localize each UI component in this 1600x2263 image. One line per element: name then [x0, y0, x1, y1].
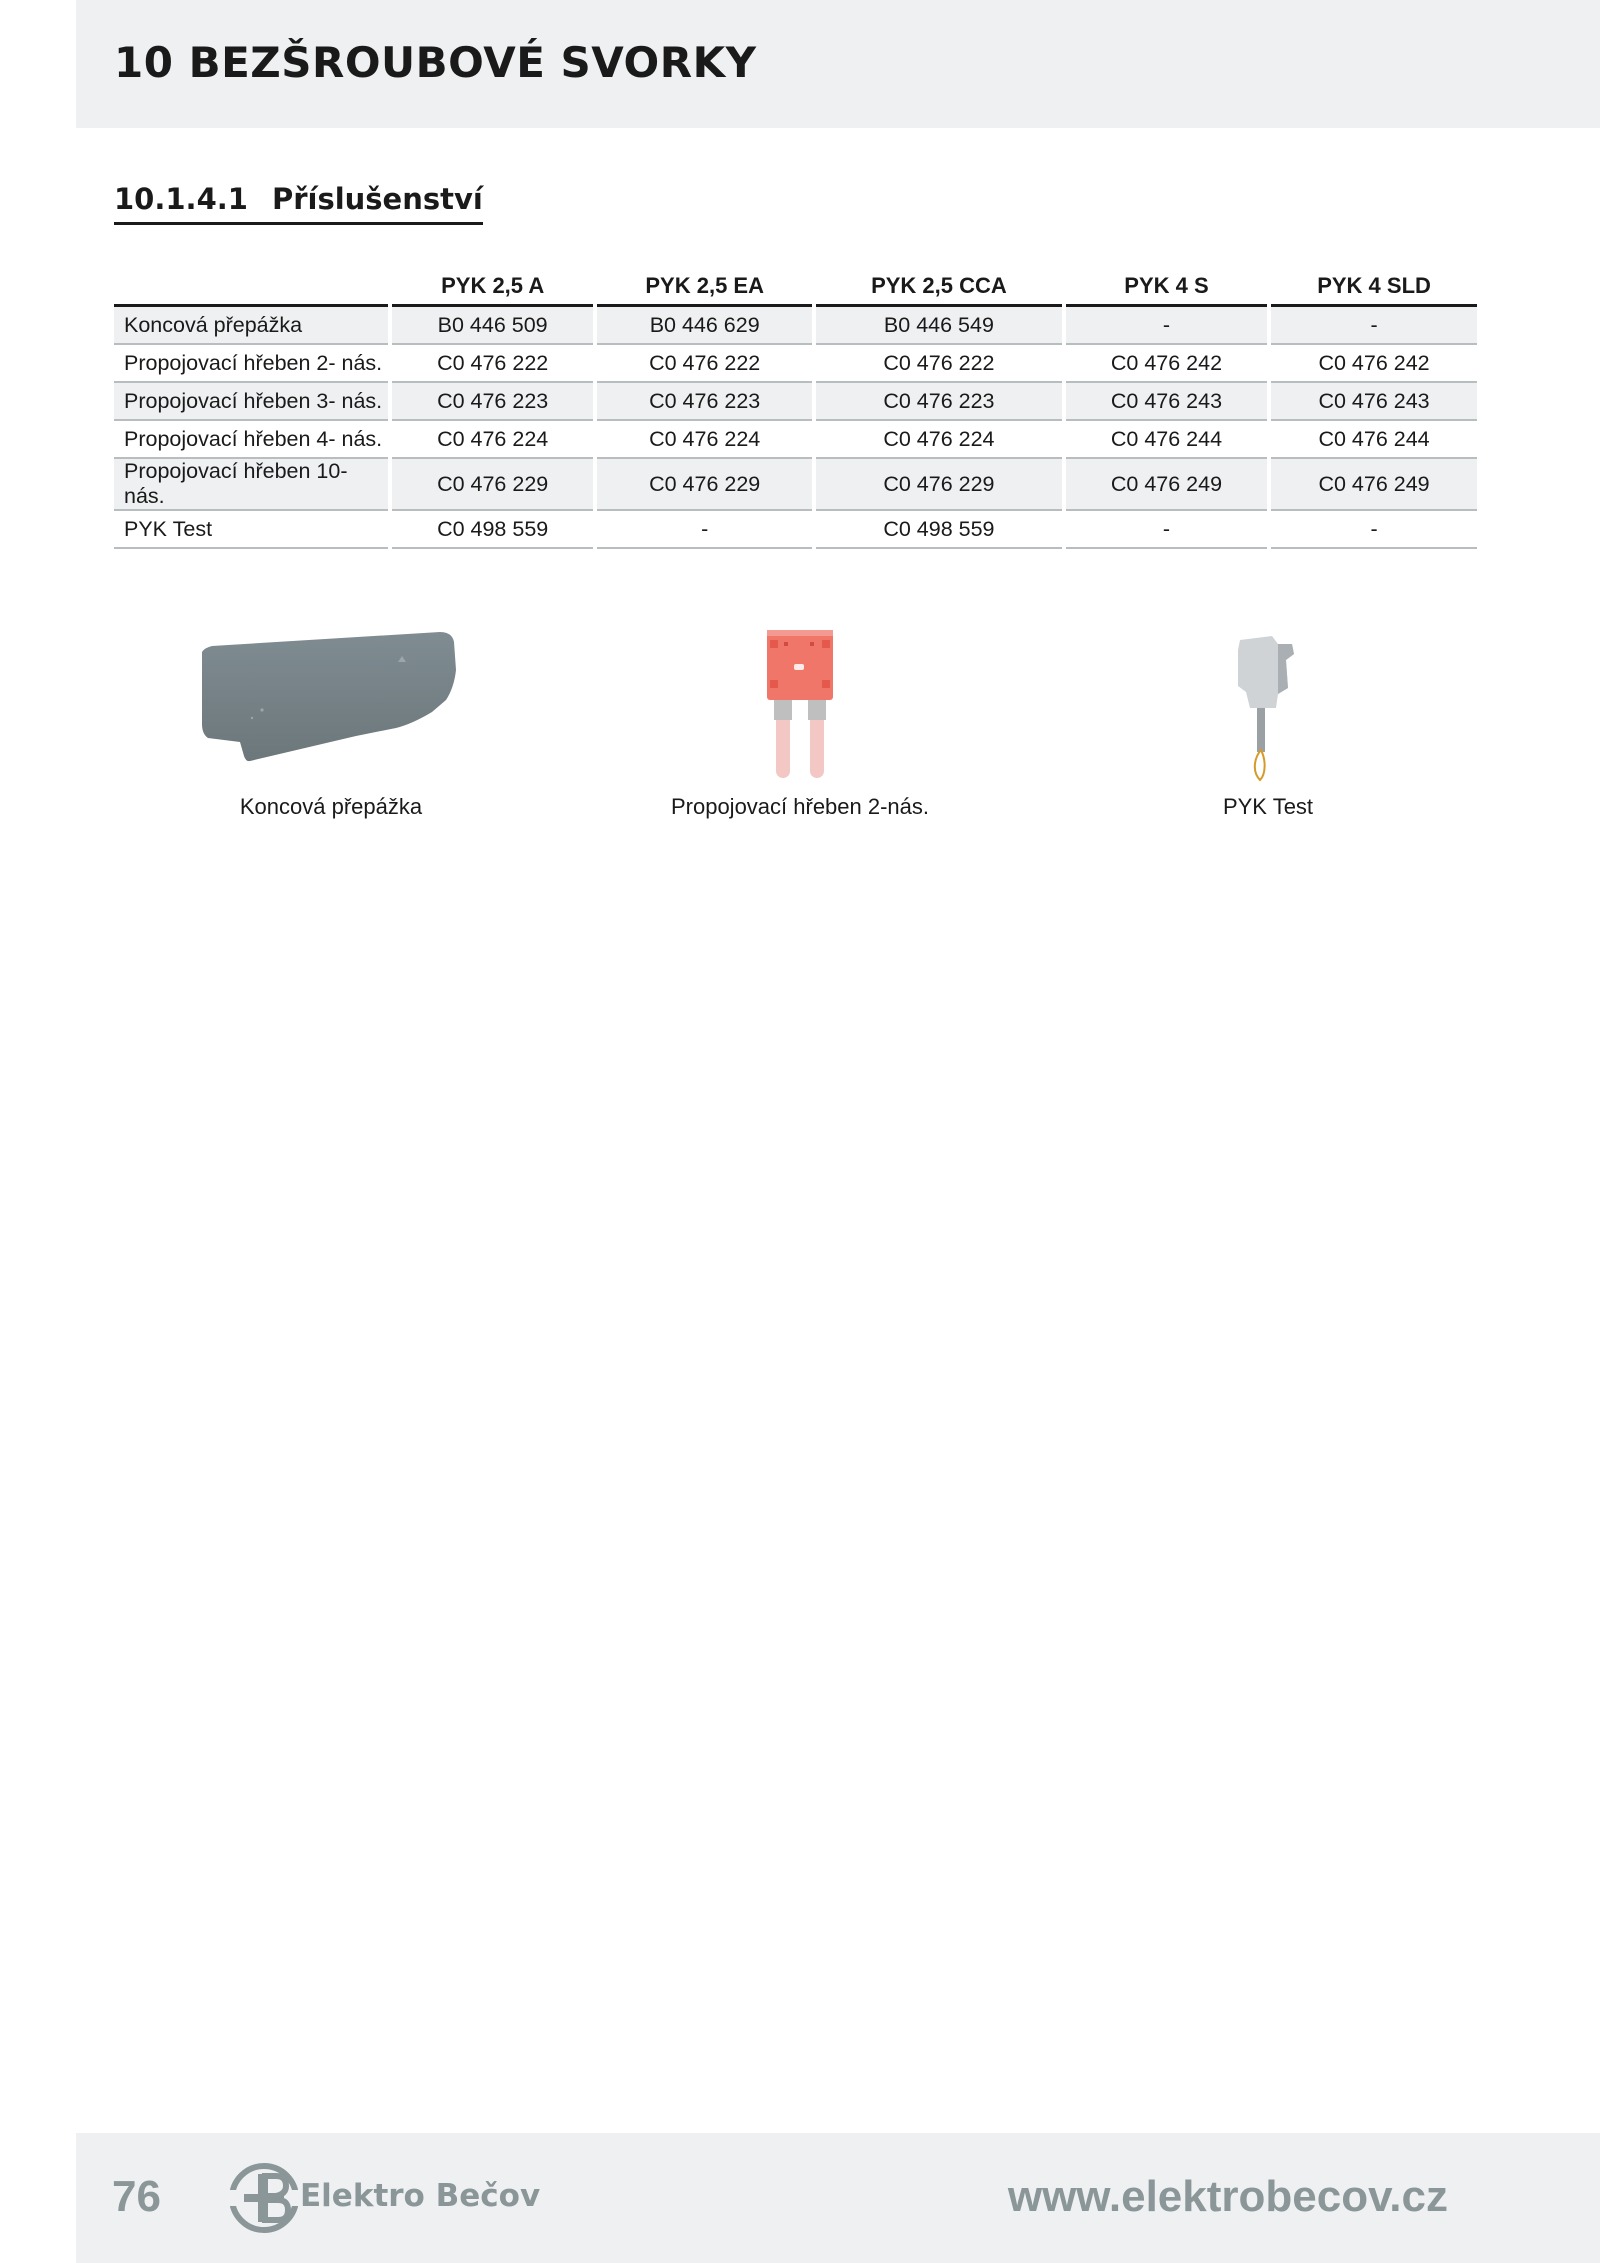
table-cell: C0 476 243 [1271, 383, 1477, 421]
column-header: PYK 2,5 CCA [816, 268, 1062, 307]
table-cell: C0 476 222 [597, 345, 812, 383]
product-caption: Propojovací hřeben 2-nás. [670, 794, 930, 819]
table-cell: - [1271, 511, 1477, 549]
table-cell: C0 476 224 [392, 421, 593, 459]
table-cell: C0 476 243 [1066, 383, 1267, 421]
table-cell: C0 476 229 [816, 459, 1062, 511]
table-cell: C0 498 559 [816, 511, 1062, 549]
table-cell: C0 476 242 [1066, 345, 1267, 383]
accessories-table [110, 268, 1481, 549]
row-label: Propojovací hřeben 3- nás. [114, 383, 388, 421]
table-cell: C0 476 222 [392, 345, 593, 383]
row-label: Koncová přepážka [114, 307, 388, 345]
test-plug-image [1232, 634, 1316, 790]
table-cell: C0 476 224 [816, 421, 1062, 459]
table-cell: B0 446 629 [597, 307, 812, 345]
table-cell: C0 476 249 [1066, 459, 1267, 511]
table-cell: C0 476 242 [1271, 345, 1477, 383]
column-header: PYK 2,5 A [392, 268, 593, 307]
table-cell: B0 446 549 [816, 307, 1062, 345]
chapter-title: 10 BEZŠROUBOVÉ SVORKY [114, 38, 757, 87]
table-cell: C0 498 559 [392, 511, 593, 549]
row-label: PYK Test [114, 511, 388, 549]
row-label: Propojovací hřeben 2- nás. [114, 345, 388, 383]
table-cell: C0 476 223 [816, 383, 1062, 421]
table-header-corner [114, 268, 388, 307]
table-header-row [114, 268, 1477, 307]
table-row [114, 421, 1477, 459]
table-cell: C0 476 223 [392, 383, 593, 421]
table-row [114, 459, 1477, 511]
table-cell: C0 476 229 [597, 459, 812, 511]
product-caption: PYK Test [1222, 794, 1314, 819]
table-cell: C0 476 244 [1271, 421, 1477, 459]
brand-name: Elektro Bečov [300, 2178, 541, 2214]
column-header: PYK 4 S [1066, 268, 1267, 307]
section-name: Příslušenství [271, 182, 483, 216]
row-label: Propojovací hřeben 10-nás. [114, 459, 388, 511]
table-cell: - [1066, 511, 1267, 549]
table-cell: C0 476 223 [597, 383, 812, 421]
table-cell: - [597, 511, 812, 549]
table-row [114, 511, 1477, 549]
table-cell: C0 476 222 [816, 345, 1062, 383]
end-barrier-image [200, 628, 460, 764]
table-cell: C0 476 249 [1271, 459, 1477, 511]
column-header: PYK 2,5 EA [597, 268, 812, 307]
brand-logo-icon [228, 2160, 300, 2236]
table-cell: - [1066, 307, 1267, 345]
section-number: 10.1.4.1 [114, 182, 248, 216]
table-row [114, 383, 1477, 421]
jumper-comb-image [764, 628, 836, 780]
table-cell: C0 476 229 [392, 459, 593, 511]
table-row [114, 307, 1477, 345]
table-cell: C0 476 224 [597, 421, 812, 459]
section-title [114, 182, 483, 225]
page-number: 76 [112, 2172, 161, 2221]
product-caption: Koncová přepážka [239, 794, 423, 819]
website-url: www.elektrobecov.cz [1007, 2172, 1448, 2221]
table-row [114, 345, 1477, 383]
table-cell: B0 446 509 [392, 307, 593, 345]
row-label: Propojovací hřeben 4- nás. [114, 421, 388, 459]
table-cell: - [1271, 307, 1477, 345]
column-header: PYK 4 SLD [1271, 268, 1477, 307]
table-cell: C0 476 244 [1066, 421, 1267, 459]
